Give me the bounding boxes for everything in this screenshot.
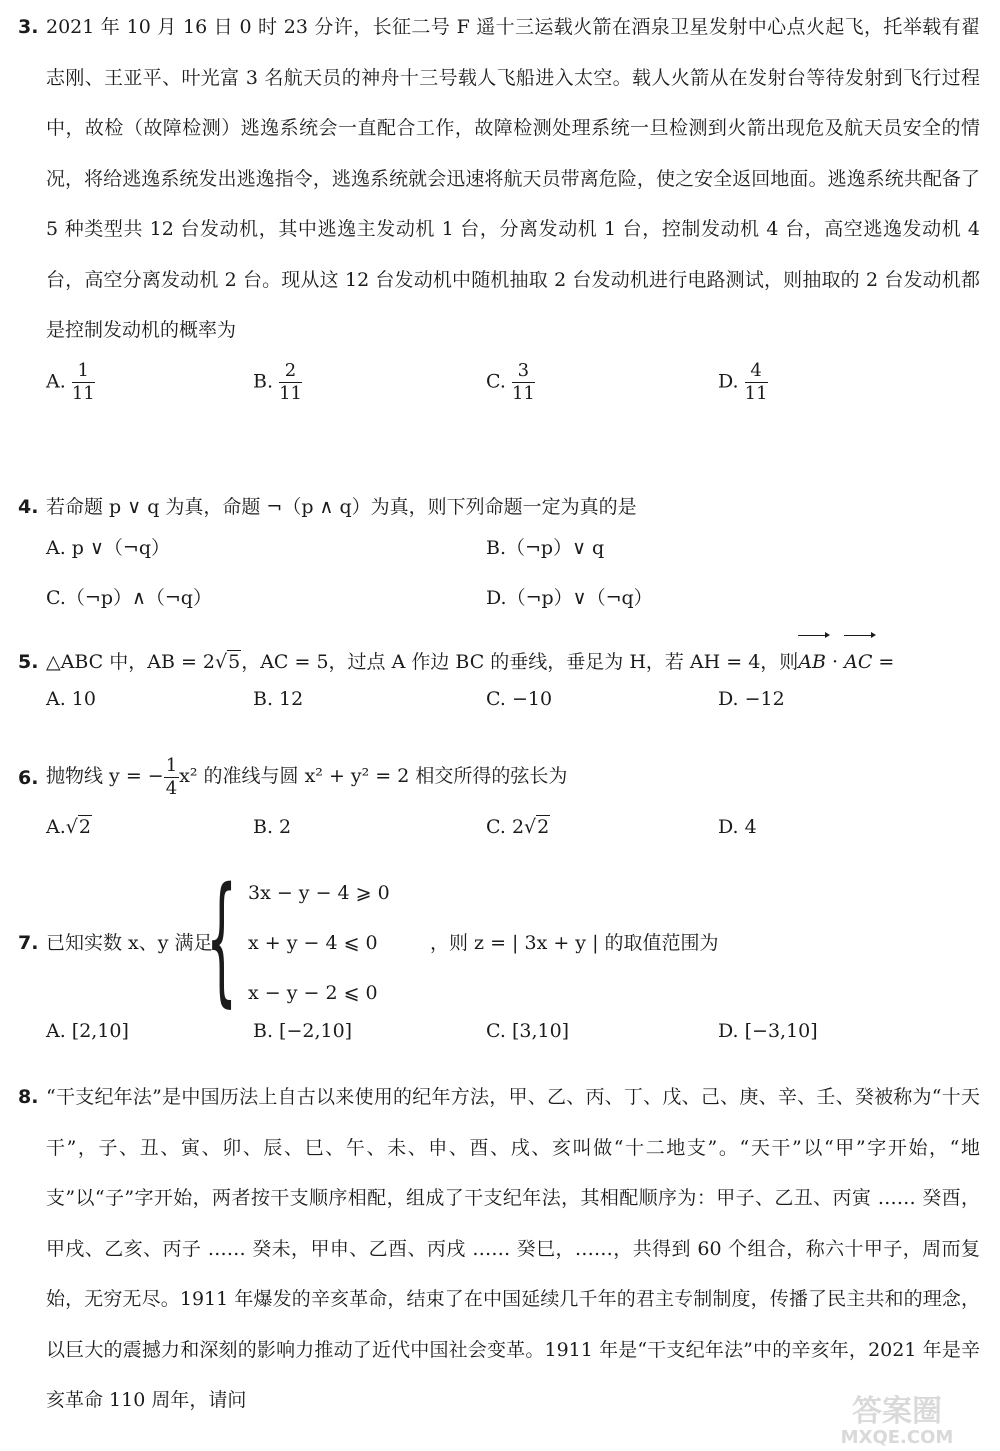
option-a: A. [2,10]	[46, 1020, 129, 1042]
watermark-text: 答案圈	[852, 1394, 942, 1429]
option-b: B. [−2,10]	[253, 1020, 353, 1042]
question-3-stem	[18, 2, 980, 356]
options-row	[18, 816, 980, 866]
question-4-stem	[18, 482, 980, 533]
question-number: 7.	[18, 932, 39, 954]
options-row	[18, 688, 980, 738]
left-brace: {	[206, 858, 238, 1021]
option-c: C. $\frac{3}{11}$	[486, 359, 535, 404]
question-8	[18, 1072, 980, 1426]
question-5-stem	[18, 637, 980, 688]
question-number: 5.	[18, 651, 39, 673]
question-text: 抛物线 y = −	[46, 765, 164, 787]
question-text: 若命题 p ∨ q 为真，命题 ¬（p ∧ q）为真，则下列命题一定为真的是	[46, 496, 637, 518]
option-d: D. 4	[718, 816, 757, 838]
sqrt-symbol: √5	[215, 651, 241, 673]
option-b: B. 2	[253, 816, 292, 838]
option-d: D. $\frac{4}{11}$	[718, 359, 768, 404]
fraction: $\frac{2}{11}$	[279, 359, 302, 404]
inequality: 3x − y − 4 ⩾ 0	[248, 882, 390, 904]
options-row	[18, 583, 980, 633]
question-7-stem	[18, 858, 980, 1021]
options-row	[18, 533, 980, 583]
question-number: 3.	[18, 16, 39, 38]
option-b: B.（¬p）∨ q	[486, 536, 605, 559]
watermark-logo	[802, 1389, 992, 1449]
fraction: $\frac{4}{11}$	[744, 359, 768, 404]
question-5	[18, 637, 980, 738]
option-a: A. p ∨（¬q）	[46, 536, 170, 559]
question-number: 8.	[18, 1086, 39, 1108]
question-text: △ABC 中，AB = 2	[46, 651, 215, 673]
watermark-subtext: MXQE.COM	[840, 1427, 954, 1448]
option-c: C. −10	[486, 687, 553, 710]
inequality: x + y − 4 ⩽ 0	[248, 932, 378, 954]
vector-ac: AC	[844, 637, 872, 688]
question-text: 2021 年 10 月 16 日 0 时 23 分许，长征二号 F 遥十三运载火箭在酒泉卫星发射中心点火起飞，托举载有翟志刚、王亚平、叶光富 3 名航天员的神舟十三号载人飞船进入太空。载人火箭从在发射台等待发射到飞行过程中，故检（故障检测）逃逸系统会一直配合工作，故障检测处理系统一旦检测到火箭出现危及航天员安全的情况，将给逃逸系统发出逃逸指令，逃逸系统就会迅速将航天员带离危险，使之安全返回地面。逃逸系统共配备了 5 种类型共 12 台发动机，其中逃逸主发动机 1 台，分离发动机 1 台，控制发动机 4 台，高空逃逸发动机 4 台，高空分离发动机 2 台。现从这 12 台发动机中随机抽取 2 台发动机进行电路测试，则抽取的 2 台发动机都是控制发动机的概率为	[46, 16, 980, 341]
question-4	[18, 482, 980, 633]
options-row	[18, 359, 980, 422]
question-text: 已知实数 x、y 满足	[46, 932, 213, 954]
option-a: A. 10	[46, 687, 96, 710]
option-b: B. $\frac{2}{11}$	[253, 359, 302, 404]
question-6-stem	[18, 748, 980, 804]
option-c: C. [3,10]	[486, 1020, 570, 1042]
equals-sign: =	[872, 651, 895, 673]
option-d: D.（¬p）∨（¬q）	[486, 586, 653, 609]
option-c: C. 2√2	[486, 816, 550, 838]
question-text: “干支纪年法”是中国历法上自古以来使用的纪年方法，甲、乙、丙、丁、戊、己、庚、辛、壬、癸被称为“十天干”，子、丑、寅、卯、辰、巳、午、未、申、酉、戌、亥叫做“十二地支”。“天干”以“甲”字开始，“地支”以“子”字开始，两者按干支顺序相配，组成了干支纪年法，其相配顺序为：甲子、乙丑、丙寅 …… 癸酉，甲戌、乙亥、丙子 …… 癸未，甲申、乙酉、丙戌 …… 癸巳，……，共得到 60 个组合，称六十甲子，周而复始，无穷无尽。1911 年爆发的辛亥革命，结束了在中国延续几千年的君主专制制度，传播了民主共和的理念，以巨大的震撼力和深刻的影响力推动了近代中国社会变革。1911 年是“干支纪年法”中的辛亥年，2021 年是辛亥革命 110 周年，请问	[46, 1086, 980, 1411]
fraction: $\frac{1}{11}$	[71, 359, 95, 404]
vector-ab: AB	[798, 637, 826, 688]
option-a: A. $\frac{1}{11}$	[46, 359, 95, 404]
question-7	[18, 858, 980, 1070]
fraction: $\frac{3}{11}$	[511, 359, 535, 404]
option-a: A.√2	[46, 816, 91, 838]
option-d: D. [−3,10]	[718, 1020, 818, 1042]
inequality: x − y − 2 ⩽ 0	[248, 982, 378, 1004]
inequality-system	[248, 868, 390, 1018]
question-text: ，AC = 5，过点 A 作边 BC 的垂线，垂足为 H，若 AH = 4，则	[241, 651, 799, 673]
question-3	[18, 2, 980, 422]
option-c: C.（¬p）∧（¬q）	[46, 586, 212, 609]
option-d: D. −12	[718, 687, 785, 710]
dot-operator: ·	[826, 651, 845, 673]
options-row	[18, 1020, 980, 1070]
question-text: x² 的准线与圆 x² + y² = 2 相交所得的弦长为	[179, 765, 568, 787]
question-text: ，则 z = | 3x + y | 的取值范围为	[430, 932, 719, 954]
fraction: $\frac{1}{4}$	[165, 754, 178, 799]
question-8-stem	[18, 1072, 980, 1426]
question-number: 4.	[18, 496, 39, 518]
option-b: B. 12	[253, 687, 304, 710]
question-number: 6.	[18, 767, 39, 789]
question-6	[18, 748, 980, 866]
